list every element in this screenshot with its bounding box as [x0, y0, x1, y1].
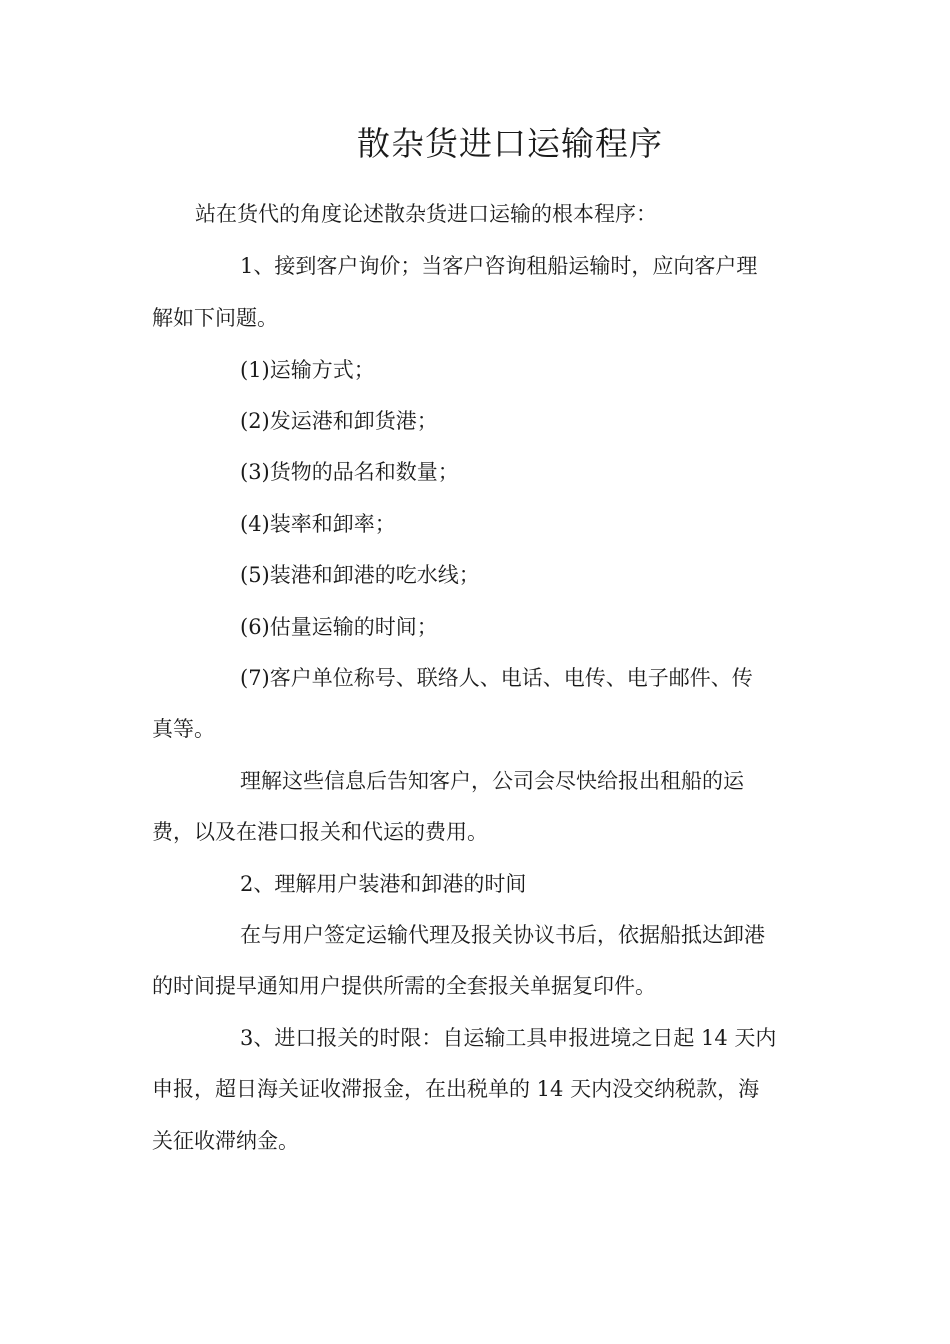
list-item-3: (3)货物的品名和数量； — [240, 460, 459, 484]
document-title: 散杂货进口运输程序 — [357, 124, 663, 163]
list-item-6: (6)估量运输的时间； — [240, 615, 438, 639]
intro-paragraph: 站在货代的角度论述散杂货进口运输的根本程序： — [195, 202, 657, 226]
list-item-2: (2)发运港和卸货港； — [240, 409, 438, 433]
list-item-1: (1)运输方式； — [240, 358, 375, 382]
list-item-5: (5)装港和卸港的吃水线； — [240, 563, 480, 587]
step1-paragraph-line2: 解如下问题。 — [152, 306, 278, 330]
list-item-7-line1: (7)客户单位称号、联络人、电话、电传、电子邮件、传 — [240, 666, 753, 690]
step1-paragraph-line1: 1、接到客户询价；当客户咨询租船运输时，应向客户理 — [240, 254, 758, 278]
step2-paragraph-line1: 在与用户签定运输代理及报关协议书后，依据船抵达卸港 — [240, 923, 765, 947]
step2-paragraph-line2: 的时间提早通知用户提供所需的全套报关单据复印件。 — [152, 974, 656, 998]
note-paragraph-line2: 费，以及在港口报关和代运的费用。 — [152, 820, 488, 844]
step3-paragraph-line3: 关征收滞纳金。 — [152, 1129, 299, 1153]
list-item-4: (4)装率和卸率； — [240, 512, 396, 536]
note-paragraph-line1: 理解这些信息后告知客户，公司会尽快给报出租船的运 — [240, 769, 744, 793]
step2-heading: 2、理解用户装港和卸港的时间 — [240, 872, 527, 896]
step3-paragraph-line1: 3、进口报关的时限：自运输工具申报进境之日起 14 天内 — [240, 1026, 777, 1050]
list-item-7-line2: 真等。 — [152, 717, 215, 741]
step3-paragraph-line2: 申报，超日海关证收滞报金，在出税单的 14 天内没交纳税款，海 — [152, 1077, 760, 1101]
